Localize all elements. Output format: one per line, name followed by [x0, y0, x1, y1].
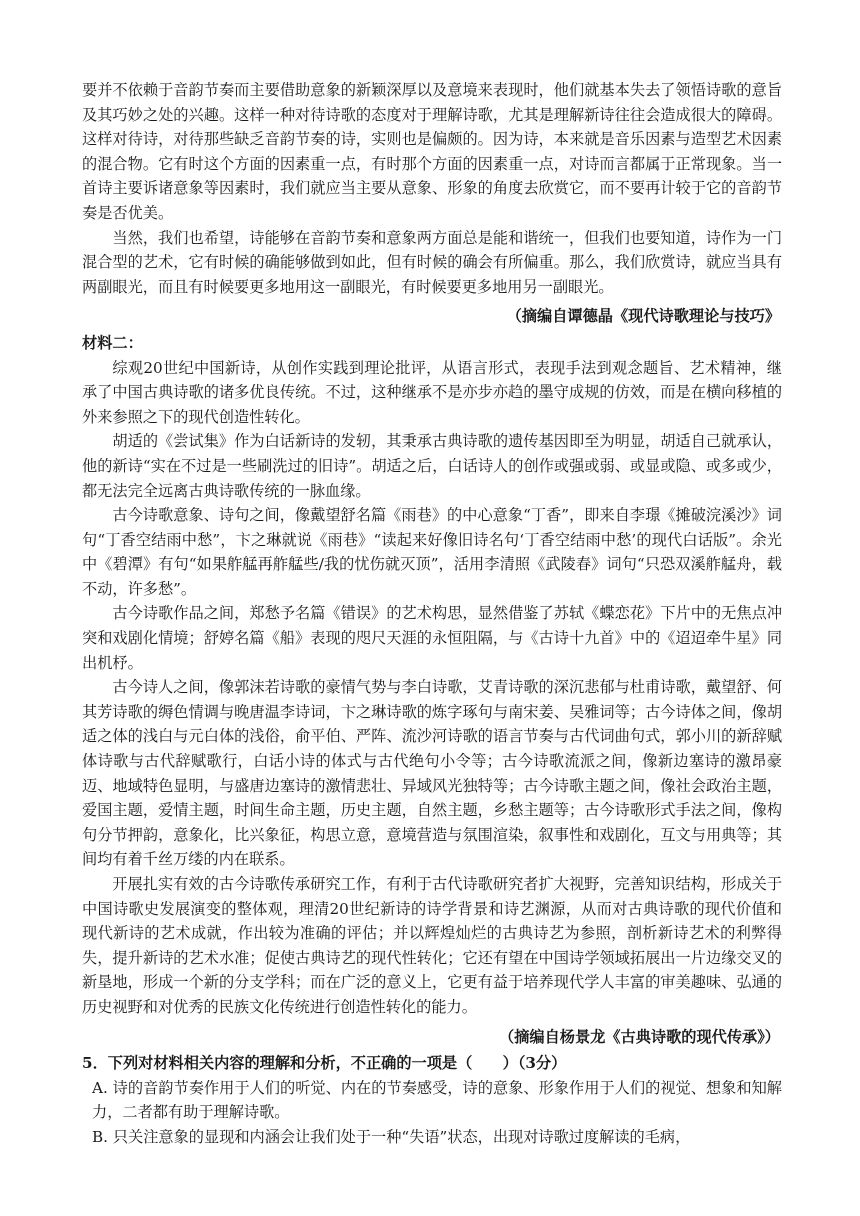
material2-paragraph-5: 古今诗人之间，像郭沫若诗歌的豪情气势与李白诗歌，艾青诗歌的深沉悲郁与杜甫诗歌，戴望舒、何其芳诗歌的缛色情调与晚唐温李诗词，卞之琳诗歌的炼字琢句与南宋姜、吴雅词等；古今诗体之间，像胡适之体的浅白与元白体的浅俗，俞平伯、严阵、流沙河诗歌的语言节奏与古代词曲句式，郭小川的新辞赋体诗歌与古代辞赋歌行，白话小诗的体式与古代绝句小令等；古今诗歌流派之间，像新边塞诗的激昂豪迈、地域特色显明，与盛唐边塞诗的激情悲壮、异域风光独特等；古今诗歌主题之间，像社会政治主题，爱国主题，爱情主题，时间生命主题，历史主题，自然主题，乡愁主题等；古今诗歌形式手法之间，像构句分节押韵，意象化，比兴象征，构思立意，意境营造与氛围渲染，叙事性和戏剧化，互文与用典等；其间均有着千丝万缕的内在联系。: [82, 678, 782, 869]
material1-source: （摘编自谭德晶《现代诗歌理论与技巧》: [506, 307, 780, 326]
question-5-stem: 5．下列对材料相关内容的理解和分析，不正确的一项是（ ）（3分）: [82, 1054, 567, 1073]
material1-paragraph-1: 要并不依赖于音韵节奏而主要借助意象的新颖深厚以及意境来表现时，他们就基本失去了领悟诗歌的意旨及其巧妙之处的兴趣。这样一种对待诗歌的态度对于理解诗歌，尤其是理解新诗往往会造成很大的障碍。这样对待诗，对待那些缺乏音韵节奏的诗，实则也是偏颇的。因为诗，本来就是音乐因素与造型艺术因素的混合物。它有时这个方面的因素重一点，有时那个方面的因素重一点，对诗而言都属于正常现象。当一首诗主要诉诸意象等因素时，我们就应当主要从意象、形象的角度去欣赏它，而不要再计较于它的音韵节奏是否优美。: [82, 81, 782, 222]
material2-paragraph-6: 开展扎实有效的古今诗歌传承研究工作，有利于古代诗歌研究者扩大视野，完善知识结构，形成关于中国诗歌史发展演变的整体观，理清20世纪新诗的诗学背景和诗艺渊源，从而对古典诗歌的现代价值和现代新诗的艺术成就，作出较为准确的评估；并以辉煌灿烂的古典诗艺为参照，剖析新诗艺术的利弊得失，提升新诗的艺术水准；促使古典诗艺的现代性转化；它还有望在中国诗学领域拓展出一片边缘交叉的新垦地，形成一个新的分支学科；而在广泛的意义上，它更有益于培养现代学人丰富的审美趣味、弘通的历史视野和对优秀的民族文化传统进行创造性转化的能力。: [82, 875, 782, 1016]
material1-paragraph-2: 当然，我们也希望，诗能够在音韵节奏和意象两方面总是能和谐统一，但我们也要知道，诗作为一门混合型的艺术，它有时候的确能够做到如此，但有时候的确会有所偏重。那么，我们欣赏诗，就应当具有两副眼光，而且有时候要更多地用这一副眼光，有时候要更多地用另一副眼光。: [82, 228, 782, 296]
material2-paragraph-4: 古今诗歌作品之间，郑愁予名篇《错误》的艺术构思，显然借鉴了苏轼《蝶恋花》下片中的无焦点冲突和戏剧化情境；舒婷名篇《船》表现的咫尺天涯的永恒阻隔，与《古诗十九首》中的《迢迢牵牛星》同出机杼。: [82, 604, 782, 672]
material2-paragraph-2: 胡适的《尝试集》作为白话新诗的发轫，其秉承古典诗歌的遗传基因即至为明显，胡适自己就承认，他的新诗“实在不过是一些刷洗过的旧诗”。胡适之后，白话诗人的创作或强或弱、或显或隐、或多或少，都无法完全远离古典诗歌传统的一脉血缘。: [82, 432, 782, 500]
material2-paragraph-3: 古今诗歌意象、诗句之间，像戴望舒名篇《雨巷》的中心意象“丁香”，即来自李璟《摊破浣溪沙》词句“丁香空结雨中愁”，卞之琳就说《雨巷》“读起来好像旧诗名句‘丁香空结雨中愁’的现代白话版”。余光中《碧潭》有句“如果舴艋再舴艋些/我的忧伤就灭顶”，活用李清照《武陵春》词句“只恐双溪舴艋舟，载不动，许多愁”。: [82, 506, 782, 598]
material2-source: （摘编自杨景龙《古典诗歌的现代传承》）: [499, 1027, 780, 1046]
material2-heading: 材料二：: [82, 333, 143, 352]
question-5-option-a: A. 诗的音韵节奏作用于人们的听觉、内在的节奏感受，诗的意象、形象作用于人们的视觉、想象和知解力，二者都有助于理解诗歌。: [92, 1078, 782, 1122]
material2-paragraph-1: 综观20世纪中国新诗，从创作实践到理论批评，从语言形式，表现手法到观念题旨、艺术精神，继承了中国古典诗歌的诸多优良传统。不过，这种继承不是亦步亦趋的墨守成规的仿效，而是在横向移植的外来参照之下的现代创造性转化。: [82, 358, 782, 426]
question-5-option-b: B. 只关注意象的显现和内涵会让我们处于一种“失语”状态，出现对诗歌过度解读的毛病，: [92, 1127, 691, 1146]
